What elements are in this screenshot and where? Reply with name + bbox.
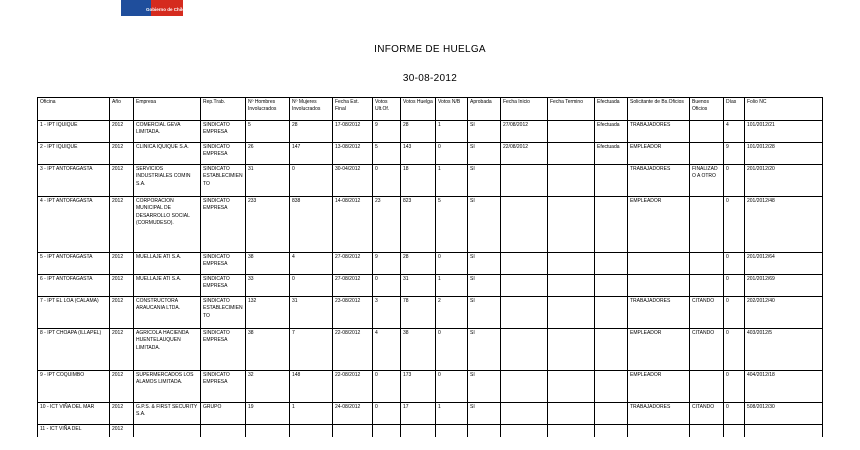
table-cell: 1 [436,275,468,297]
table-header-row [38,98,823,121]
table-cell: 10 - ICT VIÑA DEL MAR [38,403,110,425]
table-cell: 0 [373,371,401,403]
table-cell: SINDICATO EMPRESA [201,371,246,403]
table-cell: SI [468,143,501,165]
table-cell [401,425,436,437]
table-cell: COMERCIAL GEVA LIMITADA. [134,121,201,143]
table-cell: CONSTRUCTORA ARAUCANIA LTDA. [134,297,201,329]
table-cell: 27-08/2012 [333,253,373,275]
table-cell: 132 [246,297,290,329]
table-cell [436,425,468,437]
table-cell [246,425,290,437]
table-cell: 233 [246,197,290,253]
report-title: INFORME DE HUELGA [374,44,486,55]
table-cell [501,275,548,297]
table-cell: 2012 [110,275,134,297]
table-row [38,253,823,275]
table-cell: 0 [724,297,745,329]
table-cell: 173 [401,371,436,403]
table-cell: 201/2012/64 [745,253,823,275]
table-cell: 0 [290,165,333,197]
table-cell: 0 [724,275,745,297]
table-cell: 11 - ICT VIÑA DEL [38,425,110,437]
column-header: Buenos Oficios [690,98,724,121]
table-row [38,275,823,297]
table-cell: EMPLEADOR [628,143,690,165]
table-cell: 0 [436,143,468,165]
table-cell: 38 [246,329,290,371]
table-row [38,297,823,329]
column-header: Fecha Termino [548,98,595,121]
table-cell: CITANDO [690,329,724,371]
table-cell: 823 [401,197,436,253]
table-cell [628,253,690,275]
table-cell: 33 [246,275,290,297]
table-cell [501,165,548,197]
table-cell: 0 [724,197,745,253]
table-cell: 2012 [110,165,134,197]
table-cell [468,425,501,437]
column-header: Aprobada [468,98,501,121]
table-cell: 1 [290,403,333,425]
table-cell: 38 [401,329,436,371]
table-cell: 404/2012/18 [745,371,823,403]
table-cell: 13-08/2012 [333,143,373,165]
table-cell: G.P.S. & FIRST SECURITY S.A. [134,403,201,425]
table-cell: TRABAJADORES [628,403,690,425]
table-cell [595,403,628,425]
table-cell: 5 [373,143,401,165]
table-cell: CITANDO [690,403,724,425]
table-cell: SINDICATO EMPRESA [201,253,246,275]
table-cell [690,197,724,253]
table-cell [548,143,595,165]
table-cell [628,425,690,437]
table-cell: SI [468,297,501,329]
table-cell: 8 - IPT CHOAPA (ILLAPEL) [38,329,110,371]
table-cell [548,371,595,403]
table-cell: 4 [373,329,401,371]
table-cell: 9 [373,121,401,143]
table-cell: SERVICIOS INDUSTRIALES COMIN S.A. [134,165,201,197]
table-cell [501,297,548,329]
table-cell: SI [468,371,501,403]
table-cell: Efectuada [595,143,628,165]
table-cell: 28 [290,121,333,143]
table-cell: CORPORACION MUNICIPAL DE DESARROLLO SOCIAL (CORMUDESO). [134,197,201,253]
column-header: Empresa [134,98,201,121]
table-cell: 0 [436,253,468,275]
column-header: Efectuada [595,98,628,121]
table-cell: 202/2012/40 [745,297,823,329]
table-cell [201,425,246,437]
table-cell: 147 [290,143,333,165]
table-cell [548,197,595,253]
table-cell [690,143,724,165]
table-cell [595,197,628,253]
table-cell [501,371,548,403]
table-cell: 24-08/2012 [333,403,373,425]
table-cell: 143 [401,143,436,165]
table-cell: 17 [401,403,436,425]
table-cell: 508/2012/30 [745,403,823,425]
table-cell [745,425,823,437]
table-cell: 0 [373,165,401,197]
column-header: Votos Ult.Of. [373,98,401,121]
table-cell: SINDICATO EMPRESA [201,275,246,297]
table-cell: 22-08/2012 [333,329,373,371]
table-row [38,403,823,425]
table-row [38,197,823,253]
table-cell: CITANDO [690,297,724,329]
column-header: Rep.Trab. [201,98,246,121]
table-cell: 31 [401,275,436,297]
table-cell: SI [468,403,501,425]
table-cell [595,371,628,403]
table-cell: SINDICATO EMPRESA [201,329,246,371]
table-cell: 28 [401,253,436,275]
table-cell [373,425,401,437]
table-cell: 23-08/2012 [333,297,373,329]
table-cell: 4 [724,121,745,143]
table-cell [690,253,724,275]
table-cell: 22-08/2012 [333,371,373,403]
column-header: Votos N/B [436,98,468,121]
table-cell: AGRICOLA HACIENDA HUENTELAUQUEN LIMITADA. [134,329,201,371]
table-cell: 4 [290,253,333,275]
table-cell: 0 [436,371,468,403]
table-cell [595,425,628,437]
table-cell: GRUPO [201,403,246,425]
table-cell: 2012 [110,425,134,437]
table-cell: MUELLAJE ATI S.A. [134,275,201,297]
column-header: Días [724,98,745,121]
table-row [38,371,823,403]
table-cell: 2012 [110,253,134,275]
table-cell: 30-04/2012 [333,165,373,197]
table-cell: EMPLEADOR [628,371,690,403]
column-header: Nº Hombres Involucrados [246,98,290,121]
table-row [38,165,823,197]
table-cell: 2 - IPT IQUIQUE [38,143,110,165]
table-cell [548,121,595,143]
table-cell [548,297,595,329]
table-cell: 5 [246,121,290,143]
table-body [38,121,823,437]
table-cell: 1 [436,403,468,425]
table-cell [690,425,724,437]
column-header: Votos Huelga [401,98,436,121]
table-cell: 2012 [110,403,134,425]
table-cell: 9 [373,253,401,275]
table-cell [548,165,595,197]
table-cell: 7 [290,329,333,371]
table-cell: 32 [246,371,290,403]
table-cell: 2012 [110,329,134,371]
column-header: Solicitante de Bs.Oficios [628,98,690,121]
table-cell: MUELLAJE ATI S.A. [134,253,201,275]
table-cell: 22/08/2012 [501,143,548,165]
table-cell: 27-08/2012 [333,275,373,297]
table-cell: SINDICATO EMPRESA [201,121,246,143]
table-cell: 5 - IPT ANTOFAGASTA [38,253,110,275]
table-cell: EMPLEADOR [628,197,690,253]
table-cell [501,425,548,437]
table-cell: 0 [373,403,401,425]
table-cell: 148 [290,371,333,403]
table-cell: FINALIZADO A OTRO [690,165,724,197]
table-cell: 201/2012/69 [745,275,823,297]
table-cell [548,329,595,371]
table-cell: 19 [246,403,290,425]
column-header: Nº Mujeres Involucrados [290,98,333,121]
column-header: Folio NC [745,98,823,121]
table-cell: 2 [436,297,468,329]
table-cell: 7 - IPT EL LOA (CALAMA) [38,297,110,329]
table-cell: TRABAJADORES [628,297,690,329]
table-cell [595,329,628,371]
table-cell: SINDICATO EMPRESA [201,143,246,165]
table-row [38,329,823,371]
table-cell: 14-08/2012 [333,197,373,253]
table-cell: 1 [436,165,468,197]
table-cell: SUPERMERCADOS LOS ALAMOS LIMITADA. [134,371,201,403]
table-cell: TRABAJADORES [628,165,690,197]
table-cell: SI [468,121,501,143]
table-cell: 2012 [110,371,134,403]
table-cell: SI [468,275,501,297]
table-cell: TRABAJADORES [628,121,690,143]
table-cell: 0 [436,329,468,371]
table-row [38,425,823,437]
table-cell [548,425,595,437]
table-cell: 101/2012/21 [745,121,823,143]
table-cell: 838 [290,197,333,253]
table-cell: 5 [436,197,468,253]
table-cell: 101/2012/28 [745,143,823,165]
strike-report-table [37,97,823,437]
table-cell: EMPLEADOR [628,329,690,371]
table-cell: 6 - IPT ANTOFAGASTA [38,275,110,297]
table-cell: 0 [290,275,333,297]
table-cell: 9 - IPT COQUIMBO [38,371,110,403]
table-cell [333,425,373,437]
table-cell: 201/2012/20 [745,165,823,197]
table-cell: Efectuada [595,121,628,143]
table-cell: CLINICA IQUIQUE S.A. [134,143,201,165]
table-cell [690,275,724,297]
table-cell [501,403,548,425]
table-cell: 0 [724,371,745,403]
table-cell: 0 [724,253,745,275]
table-cell: 0 [724,165,745,197]
table-cell: 38 [246,253,290,275]
table-cell: 78 [401,297,436,329]
table-cell: 4 - IPT ANTOFAGASTA [38,197,110,253]
table-cell [134,425,201,437]
table-cell: 2012 [110,143,134,165]
table-cell [595,275,628,297]
table-cell [548,403,595,425]
table-cell: SI [468,197,501,253]
table-cell: 201/2012/48 [745,197,823,253]
table-cell: 23 [373,197,401,253]
table-row [38,121,823,143]
table-cell: SINDICATO ESTABLECIMIENTO [201,297,246,329]
column-header: Fecha Est. Final [333,98,373,121]
table-cell: 31 [290,297,333,329]
table-cell [548,275,595,297]
table-cell: 9 [724,143,745,165]
table-cell: 28 [401,121,436,143]
report-date: 30-08-2012 [402,73,458,84]
table-cell: 1 [436,121,468,143]
table-cell [595,165,628,197]
table-cell: 3 [373,297,401,329]
table-cell: 0 [373,275,401,297]
table-cell: 0 [724,403,745,425]
table-cell: 26 [246,143,290,165]
table-cell: 0 [724,329,745,371]
column-header: Año [110,98,134,121]
table-cell [628,275,690,297]
table-cell: SI [468,329,501,371]
table-cell: 31 [246,165,290,197]
table-cell [290,425,333,437]
table-cell: 2012 [110,121,134,143]
table-cell [501,253,548,275]
table-cell: 2012 [110,197,134,253]
table-cell [690,371,724,403]
table-cell [595,297,628,329]
table-cell: 403/2012/5 [745,329,823,371]
table-cell: 2012 [110,297,134,329]
table-cell: 17-08/2012 [333,121,373,143]
table-cell [690,121,724,143]
table-cell: SINDICATO EMPRESA [201,197,246,253]
table-cell: 3 - IPT ANTOFAGASTA [38,165,110,197]
table-cell: SI [468,253,501,275]
table-cell [501,197,548,253]
table-cell: 27/08/2012 [501,121,548,143]
table-cell: SINDICATO ESTABLECIMIENTO [201,165,246,197]
table-cell [724,425,745,437]
column-header: Fecha Inicio [501,98,548,121]
table-cell: 1 - IPT IQUIQUE [38,121,110,143]
logo-text: Gobierno de Chile [146,7,185,12]
table-row [38,143,823,165]
government-logo [121,0,183,16]
column-header: Oficina [38,98,110,121]
table-cell [501,329,548,371]
table-cell [548,253,595,275]
table-cell: SI [468,165,501,197]
table-cell: 18 [401,165,436,197]
table-cell [595,253,628,275]
